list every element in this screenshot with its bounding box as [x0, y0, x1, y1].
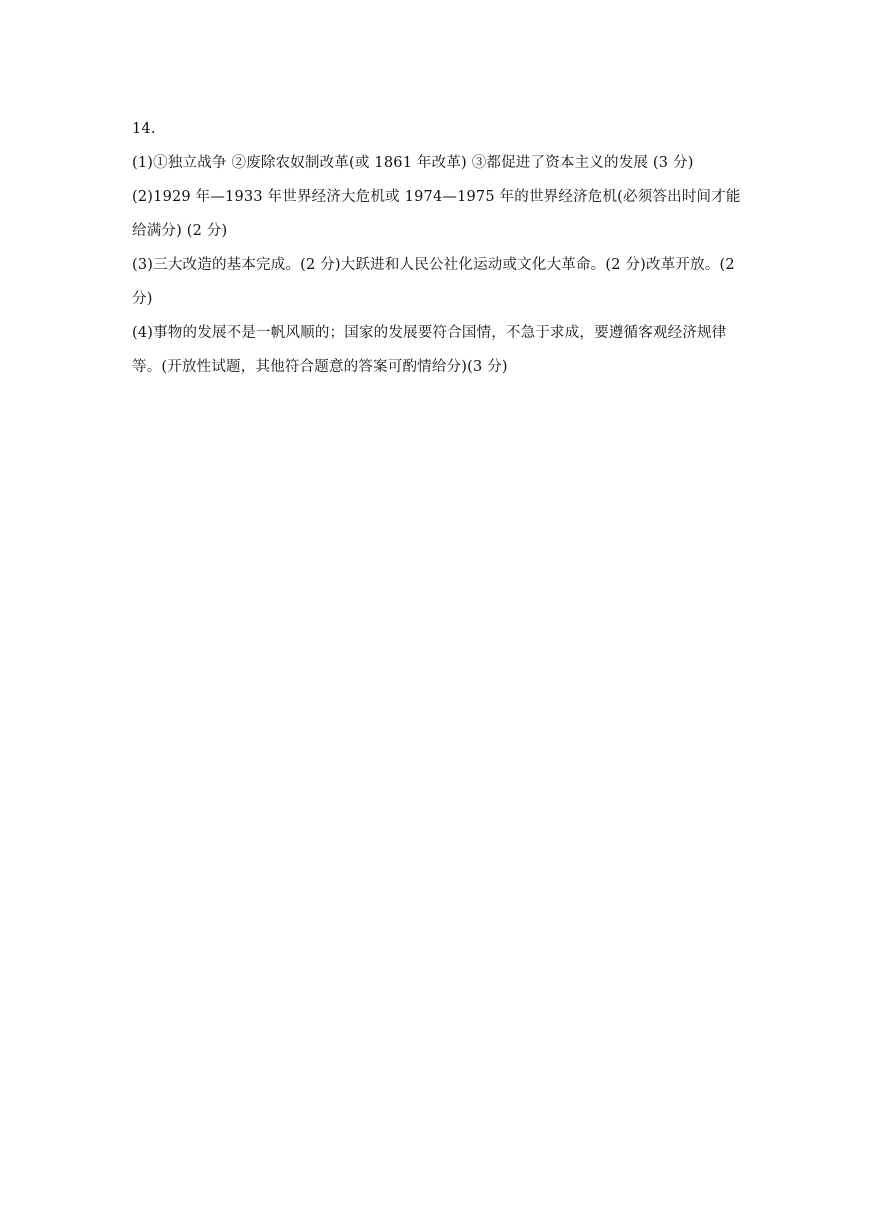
question-number: 14. — [132, 121, 156, 137]
answer-part-2: (2)1929 年—1933 年世界经济大危机或 1974—1975 年的世界经济危机(必须答出时间才能给满分) (2 分) — [132, 189, 741, 239]
answer-block — [132, 112, 747, 384]
answer-part-1: (1)①独立战争 ②废除农奴制改革(或 1861 年改革) ③都促进了资本主义的发展 (3 分) — [132, 155, 694, 171]
answer-part-3: (3)三大改造的基本完成。(2 分)大跃进和人民公社化运动或文化大革命。(2 分)改革开放。(2 分) — [132, 257, 735, 307]
answer-part-4: (4)事物的发展不是一帆风顺的；国家的发展要符合国情，不急于求成，要遵循客观经济规律等。(开放性试题，其他符合题意的答案可酌情给分)(3 分) — [132, 325, 727, 375]
